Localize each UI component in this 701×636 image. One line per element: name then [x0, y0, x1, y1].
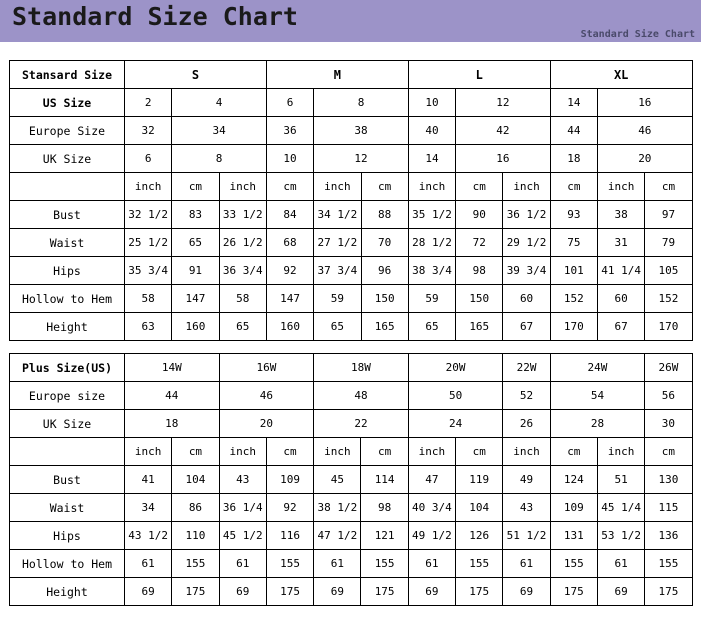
cell: 22 — [314, 410, 409, 438]
cell: 114 — [361, 466, 408, 494]
cell: 51 — [597, 466, 644, 494]
cell: 16 — [598, 89, 693, 117]
cell: 60 — [598, 285, 645, 313]
cell: 136 — [645, 522, 692, 550]
cell: 59 — [314, 285, 361, 313]
cell: 84 — [266, 201, 313, 229]
cell: 52 — [503, 382, 550, 410]
cell: 12 — [314, 145, 409, 173]
plus-size-18w: 18W — [314, 354, 409, 382]
table-row — [10, 578, 693, 606]
row-label-europe-size: Europe Size — [10, 117, 125, 145]
cell: 45 1/2 — [219, 522, 266, 550]
cell: 27 1/2 — [314, 229, 361, 257]
cell: 155 — [645, 550, 692, 578]
size-group-m: M — [266, 61, 408, 89]
cell: 175 — [266, 578, 313, 606]
unit-cell: cm — [456, 173, 503, 201]
unit-cell: cm — [361, 438, 408, 466]
cell: 155 — [266, 550, 313, 578]
cell: 41 1/4 — [598, 257, 645, 285]
cell: 69 — [503, 578, 550, 606]
cell: 83 — [172, 201, 219, 229]
cell: 38 — [598, 201, 645, 229]
cell: 92 — [266, 494, 313, 522]
plus-size-22w: 22W — [503, 354, 550, 382]
plus-size-24w: 24W — [550, 354, 645, 382]
cell: 56 — [645, 382, 692, 410]
table-row — [10, 466, 693, 494]
cell: 36 3/4 — [219, 257, 266, 285]
cell: 131 — [550, 522, 597, 550]
cell: 40 — [408, 117, 455, 145]
cell: 28 1/2 — [408, 229, 455, 257]
cell: 126 — [456, 522, 503, 550]
cell: 10 — [266, 145, 313, 173]
plus-size-table-wrap — [0, 353, 701, 606]
size-group-s: S — [125, 61, 267, 89]
unit-cell: cm — [172, 173, 219, 201]
cell: 58 — [125, 285, 172, 313]
table-row — [10, 145, 693, 173]
unit-cell: inch — [503, 438, 550, 466]
unit-row-label — [10, 438, 125, 466]
cell: 91 — [172, 257, 219, 285]
table-row — [10, 354, 693, 382]
cell: 67 — [598, 313, 645, 341]
table-row — [10, 229, 693, 257]
unit-row-label — [10, 173, 125, 201]
row-label-europe-size: Europe size — [10, 382, 125, 410]
cell: 31 — [598, 229, 645, 257]
cell: 29 1/2 — [503, 229, 550, 257]
cell: 37 3/4 — [314, 257, 361, 285]
cell: 69 — [408, 578, 455, 606]
cell: 92 — [266, 257, 313, 285]
row-label-hips: Hips — [10, 257, 125, 285]
row-label-bust: Bust — [10, 201, 125, 229]
unit-cell: inch — [125, 173, 172, 201]
unit-cell: cm — [456, 438, 503, 466]
plus-size-header-label: Plus Size(US) — [10, 354, 125, 382]
cell: 155 — [361, 550, 408, 578]
cell: 36 — [266, 117, 313, 145]
cell: 6 — [266, 89, 313, 117]
cell: 8 — [314, 89, 409, 117]
cell: 147 — [172, 285, 219, 313]
unit-cell: inch — [314, 173, 361, 201]
cell: 38 1/2 — [314, 494, 361, 522]
cell: 42 — [456, 117, 551, 145]
header-banner — [0, 0, 701, 42]
table-row — [10, 257, 693, 285]
cell: 155 — [456, 550, 503, 578]
cell: 65 — [408, 313, 455, 341]
unit-cell: inch — [597, 438, 644, 466]
cell: 65 — [219, 313, 266, 341]
cell: 6 — [125, 145, 172, 173]
cell: 53 1/2 — [597, 522, 644, 550]
cell: 44 — [550, 117, 597, 145]
row-label-hollow-to-hem: Hollow to Hem — [10, 550, 125, 578]
cell: 69 — [219, 578, 266, 606]
size-group-l: L — [408, 61, 550, 89]
cell: 61 — [597, 550, 644, 578]
page-title: Standard Size Chart — [12, 2, 298, 31]
row-label-uk-size: UK Size — [10, 410, 125, 438]
cell: 46 — [219, 382, 314, 410]
cell: 150 — [361, 285, 408, 313]
unit-cell: cm — [266, 438, 313, 466]
cell: 45 1/4 — [597, 494, 644, 522]
table-row — [10, 61, 693, 89]
row-label-hips: Hips — [10, 522, 125, 550]
cell: 165 — [456, 313, 503, 341]
cell: 45 — [314, 466, 361, 494]
cell: 155 — [172, 550, 219, 578]
cell: 41 — [125, 466, 172, 494]
cell: 16 — [456, 145, 551, 173]
cell: 69 — [314, 578, 361, 606]
cell: 54 — [550, 382, 645, 410]
plus-size-20w: 20W — [408, 354, 503, 382]
cell: 160 — [172, 313, 219, 341]
unit-cell: inch — [408, 438, 455, 466]
cell: 86 — [172, 494, 219, 522]
cell: 34 1/2 — [314, 201, 361, 229]
cell: 97 — [645, 201, 692, 229]
cell: 170 — [645, 313, 692, 341]
standard-size-table-wrap — [0, 60, 701, 341]
cell: 93 — [550, 201, 597, 229]
cell: 175 — [456, 578, 503, 606]
cell: 24 — [408, 410, 503, 438]
cell: 104 — [456, 494, 503, 522]
cell: 61 — [503, 550, 550, 578]
cell: 4 — [172, 89, 267, 117]
cell: 35 3/4 — [125, 257, 172, 285]
cell: 44 — [125, 382, 220, 410]
cell: 34 — [172, 117, 267, 145]
cell: 119 — [456, 466, 503, 494]
standard-size-table — [9, 60, 693, 341]
cell: 65 — [314, 313, 361, 341]
cell: 67 — [503, 313, 550, 341]
cell: 160 — [266, 313, 313, 341]
cell: 51 1/2 — [503, 522, 550, 550]
unit-cell: cm — [361, 173, 408, 201]
cell: 152 — [645, 285, 692, 313]
cell: 20 — [598, 145, 693, 173]
cell: 60 — [503, 285, 550, 313]
standard-size-header-label: Stansard Size — [10, 61, 125, 89]
cell: 109 — [550, 494, 597, 522]
unit-cell: inch — [314, 438, 361, 466]
cell: 49 — [503, 466, 550, 494]
cell: 33 1/2 — [219, 201, 266, 229]
cell: 10 — [408, 89, 455, 117]
cell: 61 — [408, 550, 455, 578]
plus-size-14w: 14W — [125, 354, 220, 382]
header-right-label: Standard Size Chart — [580, 29, 695, 40]
cell: 61 — [125, 550, 172, 578]
cell: 175 — [550, 578, 597, 606]
cell: 59 — [408, 285, 455, 313]
row-label-hollow-to-hem: Hollow to Hem — [10, 285, 125, 313]
cell: 14 — [550, 89, 597, 117]
cell: 47 1/2 — [314, 522, 361, 550]
table-row — [10, 494, 693, 522]
cell: 69 — [125, 578, 172, 606]
table-row — [10, 201, 693, 229]
cell: 48 — [314, 382, 409, 410]
cell: 18 — [550, 145, 597, 173]
cell: 47 — [408, 466, 455, 494]
cell: 43 1/2 — [125, 522, 172, 550]
cell: 90 — [456, 201, 503, 229]
table-row — [10, 117, 693, 145]
cell: 49 1/2 — [408, 522, 455, 550]
cell: 68 — [266, 229, 313, 257]
cell: 105 — [645, 257, 692, 285]
cell: 63 — [125, 313, 172, 341]
cell: 116 — [266, 522, 313, 550]
unit-cell: cm — [266, 173, 313, 201]
cell: 170 — [550, 313, 597, 341]
cell: 61 — [219, 550, 266, 578]
cell: 98 — [456, 257, 503, 285]
plus-size-16w: 16W — [219, 354, 314, 382]
size-group-xl: XL — [550, 61, 692, 89]
cell: 38 — [314, 117, 409, 145]
cell: 28 — [550, 410, 645, 438]
table-row — [10, 550, 693, 578]
table-row — [10, 285, 693, 313]
cell: 39 3/4 — [503, 257, 550, 285]
cell: 104 — [172, 466, 219, 494]
cell: 79 — [645, 229, 692, 257]
cell: 34 — [125, 494, 172, 522]
cell: 121 — [361, 522, 408, 550]
cell: 175 — [361, 578, 408, 606]
unit-cell: inch — [219, 173, 266, 201]
cell: 101 — [550, 257, 597, 285]
cell: 165 — [361, 313, 408, 341]
cell: 175 — [645, 578, 692, 606]
cell: 50 — [408, 382, 503, 410]
plus-size-table — [9, 353, 693, 606]
cell: 20 — [219, 410, 314, 438]
cell: 98 — [361, 494, 408, 522]
cell: 88 — [361, 201, 408, 229]
unit-cell: inch — [503, 173, 550, 201]
cell: 96 — [361, 257, 408, 285]
row-label-height: Height — [10, 578, 125, 606]
unit-cell: inch — [219, 438, 266, 466]
row-label-waist: Waist — [10, 494, 125, 522]
unit-cell: inch — [408, 173, 455, 201]
cell: 25 1/2 — [125, 229, 172, 257]
cell: 30 — [645, 410, 692, 438]
cell: 35 1/2 — [408, 201, 455, 229]
cell: 2 — [125, 89, 172, 117]
cell: 175 — [172, 578, 219, 606]
cell: 12 — [456, 89, 551, 117]
unit-cell: cm — [550, 173, 597, 201]
cell: 36 1/4 — [219, 494, 266, 522]
cell: 8 — [172, 145, 267, 173]
cell: 46 — [598, 117, 693, 145]
cell: 75 — [550, 229, 597, 257]
cell: 43 — [219, 466, 266, 494]
cell: 152 — [550, 285, 597, 313]
cell: 58 — [219, 285, 266, 313]
cell: 155 — [550, 550, 597, 578]
cell: 43 — [503, 494, 550, 522]
unit-cell: cm — [172, 438, 219, 466]
row-label-bust: Bust — [10, 466, 125, 494]
table-row-units — [10, 173, 693, 201]
row-label-uk-size: UK Size — [10, 145, 125, 173]
row-label-height: Height — [10, 313, 125, 341]
cell: 38 3/4 — [408, 257, 455, 285]
cell: 70 — [361, 229, 408, 257]
table-row — [10, 522, 693, 550]
cell: 61 — [314, 550, 361, 578]
cell: 65 — [172, 229, 219, 257]
cell: 26 — [503, 410, 550, 438]
cell: 26 1/2 — [219, 229, 266, 257]
cell: 32 — [125, 117, 172, 145]
cell: 69 — [597, 578, 644, 606]
plus-size-26w: 26W — [645, 354, 692, 382]
table-row — [10, 89, 693, 117]
cell: 110 — [172, 522, 219, 550]
cell: 115 — [645, 494, 692, 522]
cell: 150 — [456, 285, 503, 313]
unit-cell: inch — [125, 438, 172, 466]
table-row-units — [10, 438, 693, 466]
cell: 18 — [125, 410, 220, 438]
cell: 14 — [408, 145, 455, 173]
unit-cell: inch — [598, 173, 645, 201]
cell: 36 1/2 — [503, 201, 550, 229]
unit-cell: cm — [645, 173, 692, 201]
cell: 32 1/2 — [125, 201, 172, 229]
unit-cell: cm — [645, 438, 692, 466]
row-label-waist: Waist — [10, 229, 125, 257]
row-label-us-size: US Size — [10, 89, 125, 117]
cell: 147 — [266, 285, 313, 313]
cell: 40 3/4 — [408, 494, 455, 522]
cell: 109 — [266, 466, 313, 494]
unit-cell: cm — [550, 438, 597, 466]
cell: 72 — [456, 229, 503, 257]
table-row — [10, 313, 693, 341]
cell: 124 — [550, 466, 597, 494]
table-row — [10, 410, 693, 438]
cell: 130 — [645, 466, 692, 494]
table-row — [10, 382, 693, 410]
